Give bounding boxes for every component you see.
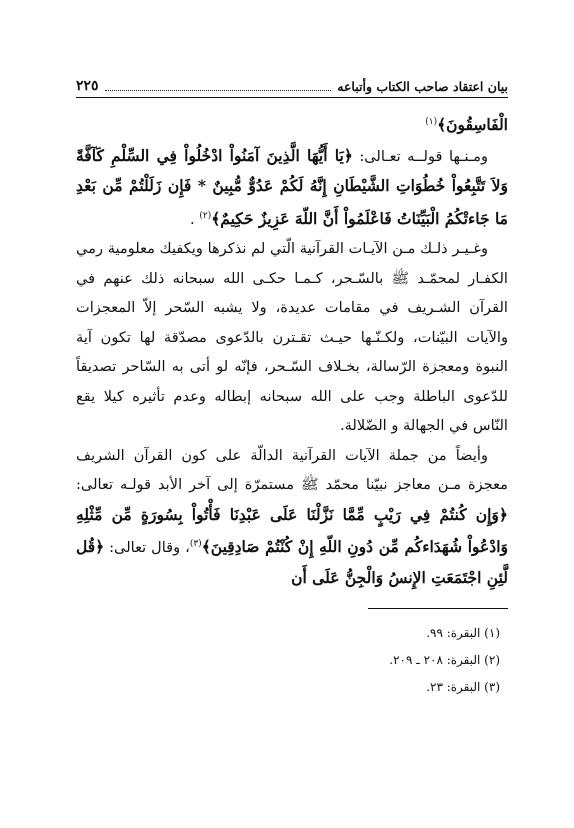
footnote-1: (١) البقرة: ٩٩.: [426, 626, 500, 640]
footnote-ref-1: (١): [425, 117, 438, 127]
paragraph-4-mid: ، وقال تعالى:: [104, 539, 190, 556]
header-title: بيان اعتقاد صاحب الكتاب وأتباعه: [337, 78, 508, 94]
header-dot-leader: [105, 90, 332, 91]
paragraph-1: [76, 108, 508, 141]
footnote-3: (٣) البقرة: ٢٣.: [426, 680, 500, 694]
quran-quote: الْفَاسِقُونَ﴾: [437, 115, 508, 134]
paragraph-2-end: .: [190, 210, 200, 228]
running-header: [76, 76, 508, 96]
paragraph-3: وغـيـر ذلـك مـن الآيـات القرآنية الّتي لم نذكرها ويكفيك معلومية رمي الكفـار لمحمّـد ﷺ بالسّـحر، كـمـا حكـى الله سبحانه ذلك عنهم في القرآن الشـريف في مقامات عديدة، ولا يشبه السّحر إلاّ المعجزات والآيات البيّنات، ولكـنّـها حيـث تقـترن بالدّعوى مصدّقة لها تكون آية النبوة ومعجزة الرّسالة، بخـلاف السّـحر، فإنّه لو أتى به السّاحر تصديقاً للدّعوى الباطلة وجب على الله سبحانه إبطاله وعدم تأثيره كيلا يقع النّاس في الجهالة و الضّلالة.: [76, 240, 508, 434]
quran-quote: ﴿وَإِن كُنتُمْ فِي رَيْبٍ مِّمَّا نَزَّلْنَا عَلَى عَبْدِنَا فَأْتُواْ بِسُورَةٍ مِّن مِّثْلِهِ وَادْعُواْ شُهَدَاءكُم مِّن دُونِ اللّهِ إِنْ كُنْتُمْ صَادِقِينَ﴾: [76, 504, 508, 556]
footnote-ref-2: (٢): [199, 210, 212, 221]
paragraph-2: [76, 141, 508, 235]
footnote-separator: [368, 608, 508, 609]
footnote-ref-3: (٣): [189, 539, 202, 549]
paragraph-4-intro: وأيضاً من جملة الآيات القرآنية الدالّة على كون القرآن الشريف معجزة مـن معاجز نبيّنا محمّد ﷺ مستمرّة إلى آخر الأبد قولـه تعالى:: [76, 446, 508, 493]
page-number: ٢٢٥: [76, 78, 99, 94]
quran-quote: ﴿قُل لَّئِنِ اجْتَمَعَتِ الإِنسُ وَالْجِنُّ عَلَى أَن: [76, 537, 508, 587]
quran-quote: ﴿يَا أَيُّهَا الَّذِينَ آمَنُواْ ادْخُلُواْ فِي السِّلْمِ كَآفَّةً وَلاَ تَتَّبِعُواْ خُطُوَاتِ الشَّيْطَانِ إِنَّهُ لَكُمْ عَدُوٌّ مُّبِينٌ * فَإِن زَلَلْتُمْ مِّن بَعْدِ مَا جَاءتْكُمُ الْبَيِّنَاتُ فَاعْلَمُواْ أَنَّ اللّهَ عَزِيزٌ حَكِيمٌ﴾: [76, 145, 508, 228]
footnote-2: (٢) البقرة: ٢٠٨ ـ ٢٠٩.: [389, 653, 500, 667]
paragraph-4: [76, 441, 508, 594]
main-text: [76, 108, 508, 593]
header-rule: [76, 97, 508, 98]
footnotes: [76, 620, 508, 701]
paragraph-2-intro: ومـنـها قولــه تعـالى:: [352, 147, 488, 165]
